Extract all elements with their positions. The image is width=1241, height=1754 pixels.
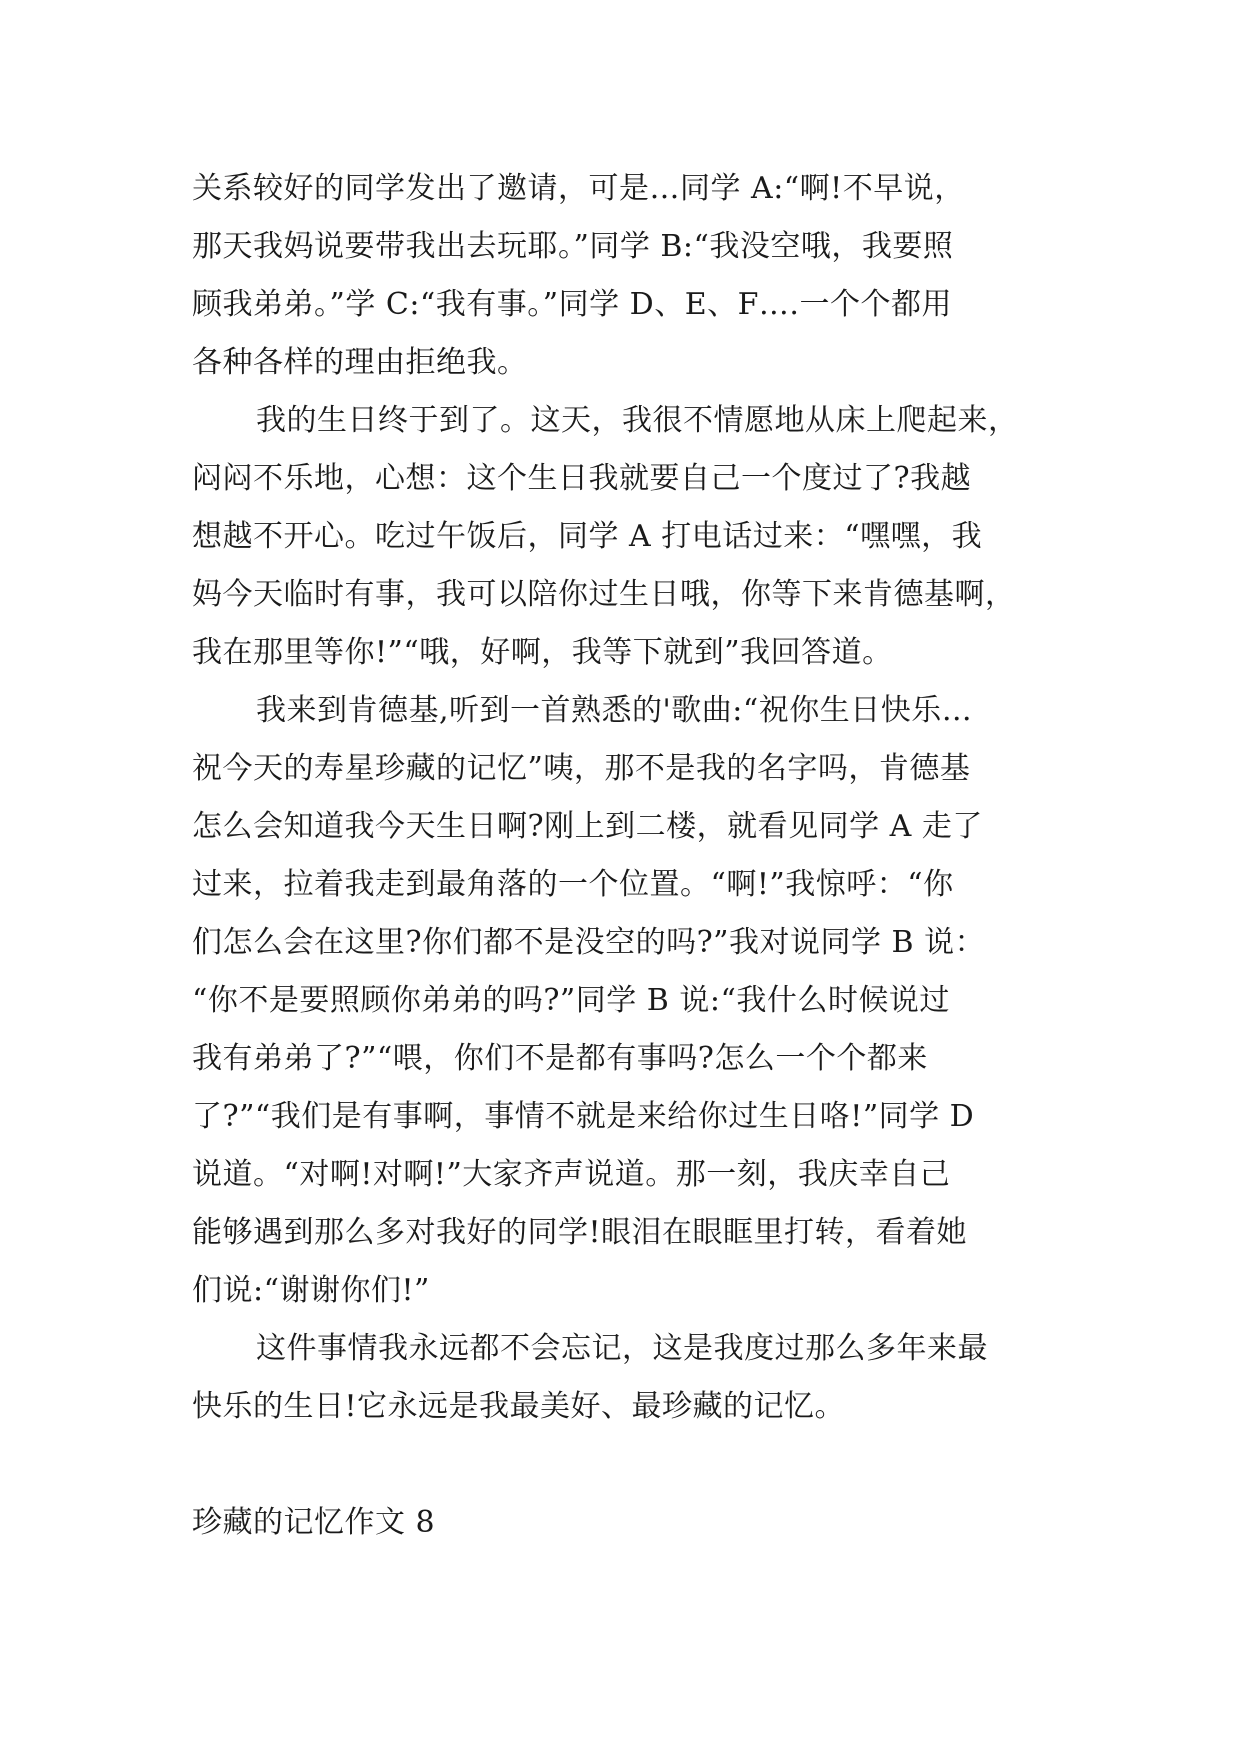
text-line: 我的生日终于到了。这天，我很不情愿地从床上爬起来， [256, 403, 1019, 438]
text-line: 那天我妈说要带我出去玩耶。”同学 B:“我没空哦，我要照 [192, 229, 954, 264]
paragraph-1 [192, 160, 1052, 392]
text-line: 过来，拉着我走到最角落的一个位置。“啊!”我惊呼：“你 [192, 867, 954, 902]
paragraph-4 [192, 1320, 1052, 1436]
text-line: 我有弟弟了?”“喂，你们不是都有事吗?怎么一个个都来 [192, 1041, 928, 1076]
text-line: 快乐的生日!它永远是我最美好、最珍藏的记忆。 [192, 1389, 846, 1424]
text-line: 们说:“谢谢你们!” [192, 1273, 430, 1308]
text-line: 闷闷不乐地，心想：这个生日我就要自己一个度过了?我越 [192, 461, 972, 496]
text-line: 想越不开心。吃过午饭后，同学 A 打电话过来：“嘿嘿，我 [192, 519, 983, 554]
document-body [192, 160, 1052, 1552]
text-line: 关系较好的同学发出了邀请，可是…同学 A:“啊!不早说， [192, 171, 965, 206]
text-line: 了?”“我们是有事啊，事情不就是来给你过生日咯!”同学 D [192, 1099, 975, 1134]
text-line: “你不是要照顾你弟弟的吗?”同学 B 说:“我什么时候说过 [192, 983, 950, 1018]
text-line: 各种各样的理由拒绝我。 [192, 345, 528, 380]
text-line: 我来到肯德基,听到一首熟悉的'歌曲:“祝你生日快乐… [256, 693, 973, 728]
text-line: 说道。“对啊!对啊!”大家齐声说道。那一刻，我庆幸自己 [192, 1157, 951, 1192]
text-line: 我在那里等你!”“哦，好啊，我等下就到”我回答道。 [192, 635, 893, 670]
text-line: 这件事情我永远都不会忘记，这是我度过那么多年来最 [256, 1331, 988, 1366]
text-line: 顾我弟弟。”学 C:“我有事。”同学 D、E、F….一个个都用 [192, 287, 952, 322]
text-line: 祝今天的寿星珍藏的记忆”咦，那不是我的名字吗，肯德基 [192, 751, 971, 786]
text-line: 怎么会知道我今天生日啊?刚上到二楼，就看见同学 A 走了 [192, 809, 983, 844]
paragraph-2 [192, 392, 1052, 682]
text-line: 们怎么会在这里?你们都不是没空的吗?”我对说同学 B 说： [192, 925, 986, 960]
section-heading: 珍藏的记忆作文 8 [192, 1505, 436, 1540]
text-line: 能够遇到那么多对我好的同学!眼泪在眼眶里打转，看着她 [192, 1215, 968, 1250]
blank-spacer [192, 1436, 1052, 1494]
paragraph-3 [192, 682, 1052, 1320]
text-line: 妈今天临时有事，我可以陪你过生日哦，你等下来肯德基啊， [192, 577, 1016, 612]
